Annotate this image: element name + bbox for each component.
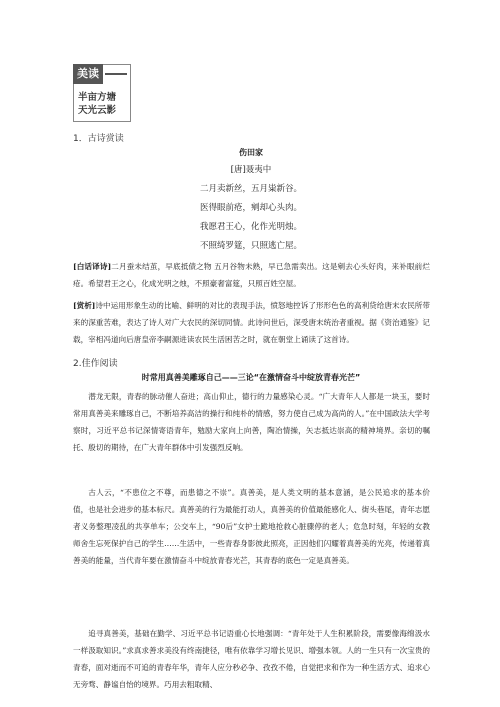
poem-author: [唐]聂夷中 [230,165,272,175]
appreciation-paragraph [73,297,430,348]
article-paragraph: 追寻真善美，基础在勤学、习近平总书记语重心长地强调：“青年处于人生积累阶段，需要像海绵汲水一样汲取知识。”求真求善求美没有终南捷径，唯有依靠学习增长见识、增强本领。人的一生只有一次宝贵的青春，面对逝而不可追的青春年华，青年人应分秒必争、孜孜不倦，自觉把求和作为一种生活方式、追求心无旁骛、静谧自怡的境界。巧用去粗取精、 [73,629,430,689]
appreciation-label: [赏析] [73,301,96,310]
poem-line: 我愿君王心，化作光明烛。 [199,222,302,232]
poem-line: 不照绮罗筵，只照逃亡屋。 [199,241,302,251]
subtitle-line-1: 半亩方塘 [78,92,117,103]
badge-rule [105,73,127,75]
article-title: 时常用真善美雕琢自己——三论“在激情奋斗中绽放青春光芒” [141,373,361,382]
section-heading-1: 1．古诗赏读 [73,134,124,144]
appreciation-text: 诗中运用形象生动的比喻、鲜明的对比的表现手法，愤怒地控诉了形形色色的高利贷给唐末农民所带来的深重苦难，表达了诗人对广大农民的深切同情。此诗问世后，深受唐末统治者重视。据《资治通鉴》记载，宰相冯道向后唐皇帝李嗣源进读农民生活困苦之时，就在朝堂上诵读了这首诗。 [73,301,430,344]
poem-line: 医得眼前疮，剜却心头肉。 [199,203,302,213]
poem-title: 伤田家 [239,147,263,157]
poem-line: 二月卖新丝，五月粜新谷。 [199,184,302,194]
section-heading-2: 2.佳作阅读 [73,359,118,369]
article-paragraph: 古人云，“不患位之不尊，而患德之不崇”。真善美，是人类文明的基本意涵，是公民追求的基本价值，也是社会进步的基本标尺。真善美的行为最能打动人，真善美的价值最能感化人、街头巷尾，青年志愿者义务整理凌乱的共享单车；公交车上，“90后”女护士跪地抢救心脏骤停的老人；危急时刻，年轻的女教师舍生忘死保护自己的学生……生活中，一些青春身影彼此照亮，正因他们闪耀着真善美的光亮，传递着真善美的能量，当代青年要在激情奋斗中绽放青春光芒，其青春的底色一定是真善美。 [73,488,430,565]
subtitle-line-2: 天光云影 [78,105,117,116]
translation-paragraph [73,258,430,292]
article-paragraph: 潜龙无限，青春的脉动催人奋进；高山仰止，德行的力量感染心灵。“广大青年人人都是一块玉，要时常用真善美来雕琢自己，不断培养高洁的操行和纯朴的情感，努力使自己成为高尚的人。”在中国政法大学考察时，习近平总书记深情寄语青年，勉励大家向上向善，陶冶情操，矢志抵达崇高的精神境界。亲切的嘱托、殷切的期待，在广大青年群体中引发强烈反响。 [73,392,430,452]
translation-label: [白话译诗] [73,262,112,271]
translation-text: 二月蚕未结茧，早底抵债之物 五月谷物未熟，早已急需卖出。这是剜去心头好肉，来补眼前烂疮。希望君王之心，化成光明之烛，不照豪奢富筵，只照百姓空屋。 [73,262,430,288]
section-badge: 美读 [73,64,103,84]
